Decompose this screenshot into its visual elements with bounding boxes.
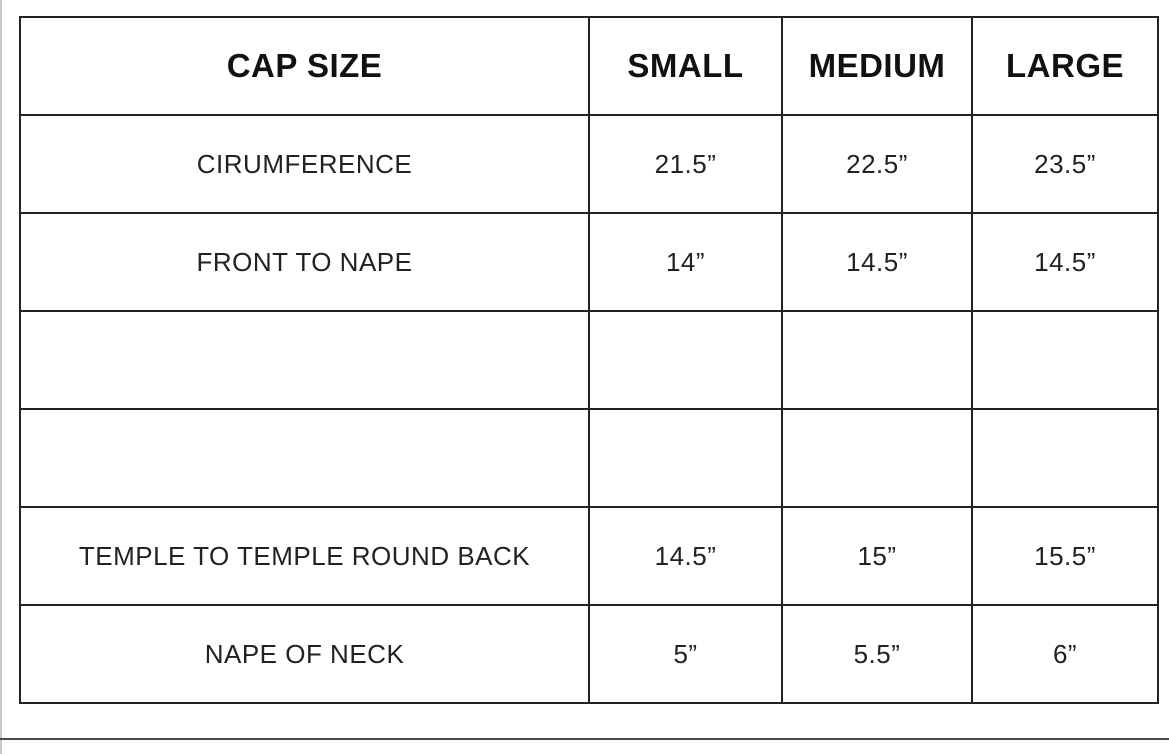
cell-small [589,311,782,409]
table-row [20,605,1158,703]
cell-small: 5” [589,605,782,703]
row-label: FRONT TO NAPE [20,213,589,311]
cell-medium: 5.5” [782,605,972,703]
cell-large: 23.5” [972,115,1158,213]
table-row [20,115,1158,213]
row-label: TEMPLE TO TEMPLE ROUND BACK [20,507,589,605]
cell-large: 14.5” [972,213,1158,311]
bottom-divider [0,738,1169,740]
cell-medium: 15” [782,507,972,605]
table-row [20,213,1158,311]
table-row-blank [20,311,1158,409]
cell-medium [782,311,972,409]
cell-small [589,409,782,507]
table-row [20,507,1158,605]
cell-small: 14” [589,213,782,311]
row-label: NAPE OF NECK [20,605,589,703]
header-medium: MEDIUM [782,17,972,115]
cell-small: 14.5” [589,507,782,605]
header-large: LARGE [972,17,1158,115]
cell-large: 6” [972,605,1158,703]
row-label [20,311,589,409]
table-header-row [20,17,1158,115]
cell-large: 15.5” [972,507,1158,605]
header-small: SMALL [589,17,782,115]
cell-medium: 14.5” [782,213,972,311]
cell-large [972,311,1158,409]
cap-size-table [19,16,1159,704]
cell-small: 21.5” [589,115,782,213]
cell-medium: 22.5” [782,115,972,213]
cell-large [972,409,1158,507]
table-row-blank [20,409,1158,507]
cell-medium [782,409,972,507]
row-label [20,409,589,507]
header-cap-size: CAP SIZE [20,17,589,115]
row-label: CIRUMFERENCE [20,115,589,213]
